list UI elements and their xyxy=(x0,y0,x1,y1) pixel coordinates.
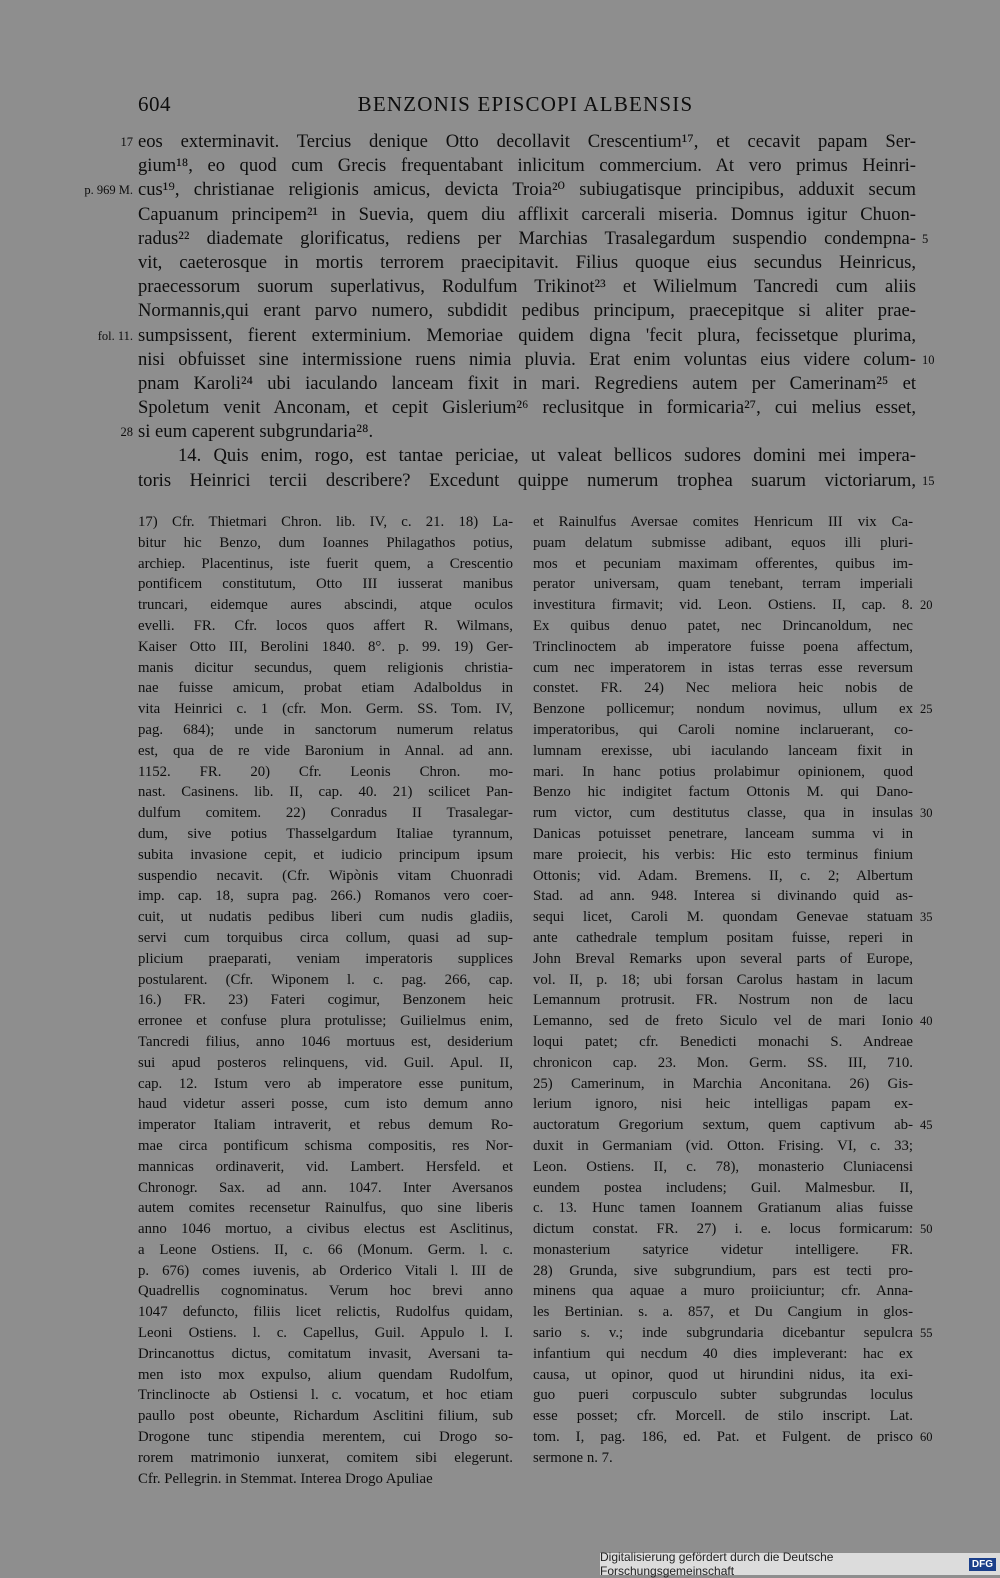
footnote-line: Leoni Ostiens. l. c. Capellus, Guil. Appulo l. I. xyxy=(138,1325,513,1342)
footnote-line: Lemanno, sed de freto Siculo vel de mari Ionio xyxy=(533,1013,913,1030)
line-number: 50 xyxy=(920,1222,933,1237)
main-line: cus¹⁹, christianae religionis amicus, devicta Troia²⁰ subiugatisque principibus, adduxit secum xyxy=(138,179,916,201)
footnote-line: pag. 684); unde in sanctorum numerum relatus xyxy=(138,721,513,738)
footnote-line: guo pueri corpusculo subter subgrundas loculus xyxy=(533,1387,913,1404)
footnote-line: Cfr. Pellegrin. in Stemmat. Interea Drogo Apuliae xyxy=(138,1470,433,1487)
line-number: 5 xyxy=(922,231,929,246)
footnote-line: p. 676) comes iuvenis, ab Orderico Vitali l. III de xyxy=(138,1262,513,1279)
footnote-line: dulfum comitem. 22) Conradus II Trasalegar- xyxy=(138,805,513,822)
footnote-line: Lemannum protrusit. FR. Nostrum non de lacu xyxy=(533,992,913,1009)
footnote-line: mos et pecuniam maximam offerentes, quibus im- xyxy=(533,555,913,572)
footnote-line: paullo post obeunte, Richardum Asclitini filium, sub xyxy=(138,1408,513,1425)
footnote-line: Tancredi filius, anno 1046 mortuus est, desiderium xyxy=(138,1033,513,1050)
footnote-line: rorem matrimonio iunxerat, comitem sibi elegerunt. xyxy=(138,1449,513,1466)
footnote-line: Kaiser Otto III, Berolini 1840. 8°. p. 99. 19) Ger- xyxy=(138,638,513,655)
footnote-line: postularent. (Cfr. Wiponem l. c. pag. 266, cap. xyxy=(138,971,513,988)
footnote-line: Chronogr. Sax. ad ann. 1047. Inter Aversanos xyxy=(138,1179,513,1196)
footnote-line: Benzo hic indigitet factum Ottonis M. qui Dano- xyxy=(533,784,913,801)
main-line: toris Heinrici tercii describere? Excedunt quippe numerum trophea suarum victoriarum, xyxy=(138,469,916,491)
footnote-line: vita Heinrici c. 1 (cfr. Mon. Germ. SS. Tom. IV, xyxy=(138,701,513,718)
footnote-line: evelli. FR. Cfr. locos quos affert R. Wilmans, xyxy=(138,617,513,634)
footnote-line: nae fuisse amicum, probat etiam Adalboldus in xyxy=(138,680,513,697)
footnote-line: anno 1046 mortuo, a civibus electus est Asclitinus, xyxy=(138,1221,513,1238)
footnote-line: Trinclinocte ab Ostiensi l. c. vocatum, et hoc etiam xyxy=(138,1387,513,1404)
main-line: radus²² diademate glorificatus, rediens per Marchias Trasalegardum suspendio condempna- xyxy=(138,227,916,249)
footnotes-column-1 xyxy=(138,512,513,1489)
margin-note-left: 17 xyxy=(120,135,133,149)
footnote-line: puam delatum submisse adibant, equos illi pluri- xyxy=(533,534,913,551)
footnote-line: loqui patet; cfr. Benedicti monachi S. Andreae xyxy=(533,1033,913,1050)
main-line: nisi obfuisset sine intermissione ruens nimia pluvia. Erat enim voluntas eius videre colum- xyxy=(138,348,916,370)
footnote-line: Leon. Ostiens. II, c. 78), monasterio Cluniacensi xyxy=(533,1158,913,1175)
footnote-line: chronicon cap. 23. Mon. Germ. SS. III, 710. xyxy=(533,1054,913,1071)
footer-bar xyxy=(600,1550,1000,1578)
line-number: 55 xyxy=(920,1326,933,1341)
footnote-line: mannicas ordinaverit, vid. Lambert. Hersfeld. et xyxy=(138,1158,513,1175)
footnote-line: nast. Casinens. lib. II, cap. 40. 21) scilicet Pan- xyxy=(138,784,513,801)
main-line: sumpsissent, fierent exterminium. Memoriae quidem digna 'fecit plura, fecissetque plurima, xyxy=(138,324,916,346)
footnote-line: Danicas potuisset penetrare, lanceam summa vi in xyxy=(533,825,913,842)
footnote-line: cum nec imperatorem in istas terras esse reversum xyxy=(533,659,913,676)
footnote-line: 1047 defuncto, filiis licet relictis, Rudolfus quidam, xyxy=(138,1304,513,1321)
footnote-line: vol. II, p. 18; ubi forsan Carolus hastam in lacum xyxy=(533,971,913,988)
main-line: Capuanum principem²¹ in Suevia, quem diu afflixit carcerali miseria. Domnus igitur Chuon- xyxy=(138,203,916,225)
footnote-line: et Rainulfus Aversae comites Henricum III vix Ca- xyxy=(533,514,913,530)
line-number: 60 xyxy=(920,1430,933,1445)
main-line: vit, caeterosque in mortis terrorem praecipitavit. Filius quoque eius secundus Heinricus, xyxy=(138,251,916,273)
footnote-line: John Breval Remarks upon several parts of Europe, xyxy=(533,950,913,967)
footnote-line: 16.) FR. 23) Fateri cogimur, Benzonem heic xyxy=(138,992,513,1009)
footnote-line: truncari, eidemque aures abscindi, atque oculos xyxy=(138,597,513,614)
footnote-line: 25) Camerinum, in Marchia Anconitana. 26) Gis- xyxy=(533,1075,913,1092)
main-line: pnam Karoli²⁴ ubi iaculando lanceam fixit in mari. Regrediens autem per Camerinam²⁵ et xyxy=(138,372,916,394)
footnote-line: monasterium satyrice videtur intelligere. FR. xyxy=(533,1241,913,1258)
footnote-line: pontificem constitutum, Otto III iusserat manibus xyxy=(138,576,513,593)
main-line: Normannis,qui erant parvo numero, subdidit pedibus principum, praecepitque si aliter prae- xyxy=(138,300,916,322)
main-line: praecessorum suorum superlativus, Rodulfum Trikinot²³ et Wilielmum Tancredi cum aliis xyxy=(138,276,916,298)
page-header xyxy=(138,92,913,122)
footnotes-column-2 xyxy=(533,512,913,1469)
footnote-line: infantium qui necdum 40 dies impleverant: hac ex xyxy=(533,1345,913,1362)
footer-text: Digitalisierung gefördert durch die Deutsche Forschungsgemeinschaft xyxy=(600,1550,834,1578)
line-number: 30 xyxy=(920,806,933,821)
footnote-line: imp. cap. 18, supra pag. 266.) Romanos vero coer- xyxy=(138,888,513,905)
footnote-line: Quadrellis cognominatus. Verum hoc brevi anno xyxy=(138,1283,513,1300)
footnote-line: sermone n. 7. xyxy=(533,1449,613,1466)
footnote-line: c. 13. Hunc tamen Ioannem Gratianum alias fuisse xyxy=(533,1200,913,1217)
footnote-line: les Bertinian. s. a. 857, et Du Cangium in glos- xyxy=(533,1304,913,1321)
line-number: 45 xyxy=(920,1118,933,1133)
line-number: 20 xyxy=(920,598,933,613)
footnote-line: Stad. ad ann. 948. Interea si divinando quid as- xyxy=(533,888,913,905)
footnote-line: 28) Grunda, sive subgrundium, pars est tecti pro- xyxy=(533,1262,913,1279)
footnote-line: Ottonis; vid. Adam. Bremens. II, c. 2; Albertum xyxy=(533,867,913,884)
footnote-line: Benzone pollicemur; nondum novimus, ullum ex xyxy=(533,701,913,718)
footnote-line: a Leone Ostiens. II, c. 66 (Monum. Germ. l. c. xyxy=(138,1241,513,1258)
line-number: 10 xyxy=(922,352,935,367)
footnote-line: sario s. v.; inde subgrundaria dicebantur sepulcra xyxy=(533,1325,913,1342)
footnote-line: 17) Cfr. Thietmari Chron. lib. IV, c. 21. 18) La- xyxy=(138,514,513,530)
footnote-line: constet. FR. 24) Nec meliora heic nobis de xyxy=(533,680,913,697)
footnote-line: dum, sive potius Thasselgardum Italiae tyrannum, xyxy=(138,825,513,842)
line-number: 15 xyxy=(922,473,935,488)
footnote-line: Trinclinoctem ab imperatore fuisse poena affectum, xyxy=(533,638,913,655)
footnote-line: tom. I, pag. 186, ed. Pat. et Fulgent. de prisco xyxy=(533,1429,913,1446)
main-line: si eum caperent subgrundaria²⁸. xyxy=(138,421,374,443)
line-number: 35 xyxy=(920,910,933,925)
footnote-line: minens qua aquae a muro proiiciuntur; cfr. Anna- xyxy=(533,1283,913,1300)
footnote-line: eundem postea includens; Guil. Malmesbur. II, xyxy=(533,1179,913,1196)
main-line: gium¹⁸, eo quod cum Grecis frequentabant inlicitum commercium. At vero primus Heinri- xyxy=(138,155,916,177)
line-number: 25 xyxy=(920,702,933,717)
footnote-line: sequi licet, Caroli M. quondam Genevae statuam xyxy=(533,909,913,926)
margin-note-left: 28 xyxy=(120,425,133,440)
footnote-line: ante cathedrale templum positam fuisse, reperi in xyxy=(533,929,913,946)
footnote-line: subita invasione cepit, et iudicio principum ipsum xyxy=(138,846,513,863)
main-line: Spoletum venit Anconam, et cepit Gislerium²⁶ reclusitque in formicaria²⁷, cui melius esset, xyxy=(138,397,916,419)
footnote-line: sui apud posteros relinquens, vid. Guil. Apul. II, xyxy=(138,1054,513,1071)
footnote-line: lumnam erexisse, ubi iaculando lanceam fixit in xyxy=(533,742,913,759)
footnote-line: cuit, ut nudatis pedibus liberi cum nudis gladiis, xyxy=(138,909,513,926)
footnote-line: autem comites recensetur Rainulfus, quo sine liberis xyxy=(138,1200,513,1217)
footnote-line: auctoratum Gregorium sextum, quem captivum ab- xyxy=(533,1117,913,1134)
footnote-line: causa, ut opinor, quod ut hirundini nidus, ita exi- xyxy=(533,1366,913,1383)
footnote-line: imperatoribus, qui Caroli nomine inclaruerant, co- xyxy=(533,721,913,738)
footnote-line: mae circa pontificum schisma compositis, res Nor- xyxy=(138,1137,513,1154)
footnote-line: suspendio necavit. (Cfr. Wipònis vitam Chuonradi xyxy=(138,867,513,884)
footnote-line: cap. 12. Istum vero ab imperatore esse punitum, xyxy=(138,1075,513,1092)
line-number: 40 xyxy=(920,1014,933,1029)
margin-note-left: p. 969 M. xyxy=(84,183,133,198)
footnote-line: investitura firmavit; vid. Leon. Ostiens. II, cap. 8. xyxy=(533,597,913,614)
footnote-line: imperator Italiam intraverit, et rebus demum Ro- xyxy=(138,1117,513,1134)
footnote-line: haud videtur asseri posse, cum isto demum anno xyxy=(138,1096,513,1113)
footnote-line: lerium ignoro, nisi heic intelligas papam ex- xyxy=(533,1096,913,1113)
footnote-line: esse posset; cfr. Morcell. de stilo inscript. Lat. xyxy=(533,1408,913,1425)
footnote-line: Ex quibus denuo patet, nec Drincanoldum, nec xyxy=(533,617,913,634)
running-head: BENZONIS EPISCOPI ALBENSIS xyxy=(357,92,694,116)
footnote-line: Drogone tunc stipendia merentem, cui Drogo so- xyxy=(138,1429,513,1446)
main-text xyxy=(84,130,935,493)
footnote-line: plicium praeparati, veniam imperatoris supplices xyxy=(138,950,513,967)
footnote-line: men isto mox expulso, alium quendam Rudolfum, xyxy=(138,1366,513,1383)
footnote-line: Drincanottus dictus, comitatum invasit, Aversani ta- xyxy=(138,1345,513,1362)
main-line: eos exterminavit. Tercius denique Otto decollavit Crescentium¹⁷, et cecavit papam Ser- xyxy=(138,131,916,152)
footnote-line: dictum constat. FR. 27) i. e. locus formicarum: xyxy=(533,1221,913,1238)
footnote-line: rum victor, cum destitutus classe, qua in insulas xyxy=(533,805,913,822)
footnote-line: est, qua de re vide Baronium in Annal. ad ann. xyxy=(138,742,513,759)
footnote-line: mare proiecit, his verbis: Hic esto terminus finium xyxy=(533,846,913,863)
footnote-line: manis dicitur secundus, quem religionis christia- xyxy=(138,659,513,676)
footnote-line: duxit in Germaniam (vid. Otton. Frising. VI, c. 33; xyxy=(533,1137,913,1154)
dfg-logo: DFG xyxy=(969,1558,996,1571)
footnote-line: mari. In hanc potius prolabimur opinionem, quod xyxy=(533,763,913,780)
footnote-line: archiep. Placentinus, iste fuerit quem, a Crescentio xyxy=(138,555,513,572)
main-line: 14. Quis enim, rogo, est tantae periciae, ut valeat bellicos sudores domini mei impera- xyxy=(178,445,916,467)
footnote-line: perator universam, quam tenebant, terram imperiali xyxy=(533,576,913,593)
footnote-line: erronee et confuse plura protulisse; Guilielmus enim, xyxy=(138,1013,513,1030)
margin-note-left: fol. 11. xyxy=(97,328,133,343)
page-number: 604 xyxy=(138,92,171,116)
footnote-line: servi cum torquibus circa collum, quasi ad sup- xyxy=(138,929,513,946)
footnote-line: 1152. FR. 20) Cfr. Leonis Chron. mo- xyxy=(138,763,513,780)
footnote-line: bitur hic Benzo, dum Ioannes Philagathos potius, xyxy=(138,534,513,551)
